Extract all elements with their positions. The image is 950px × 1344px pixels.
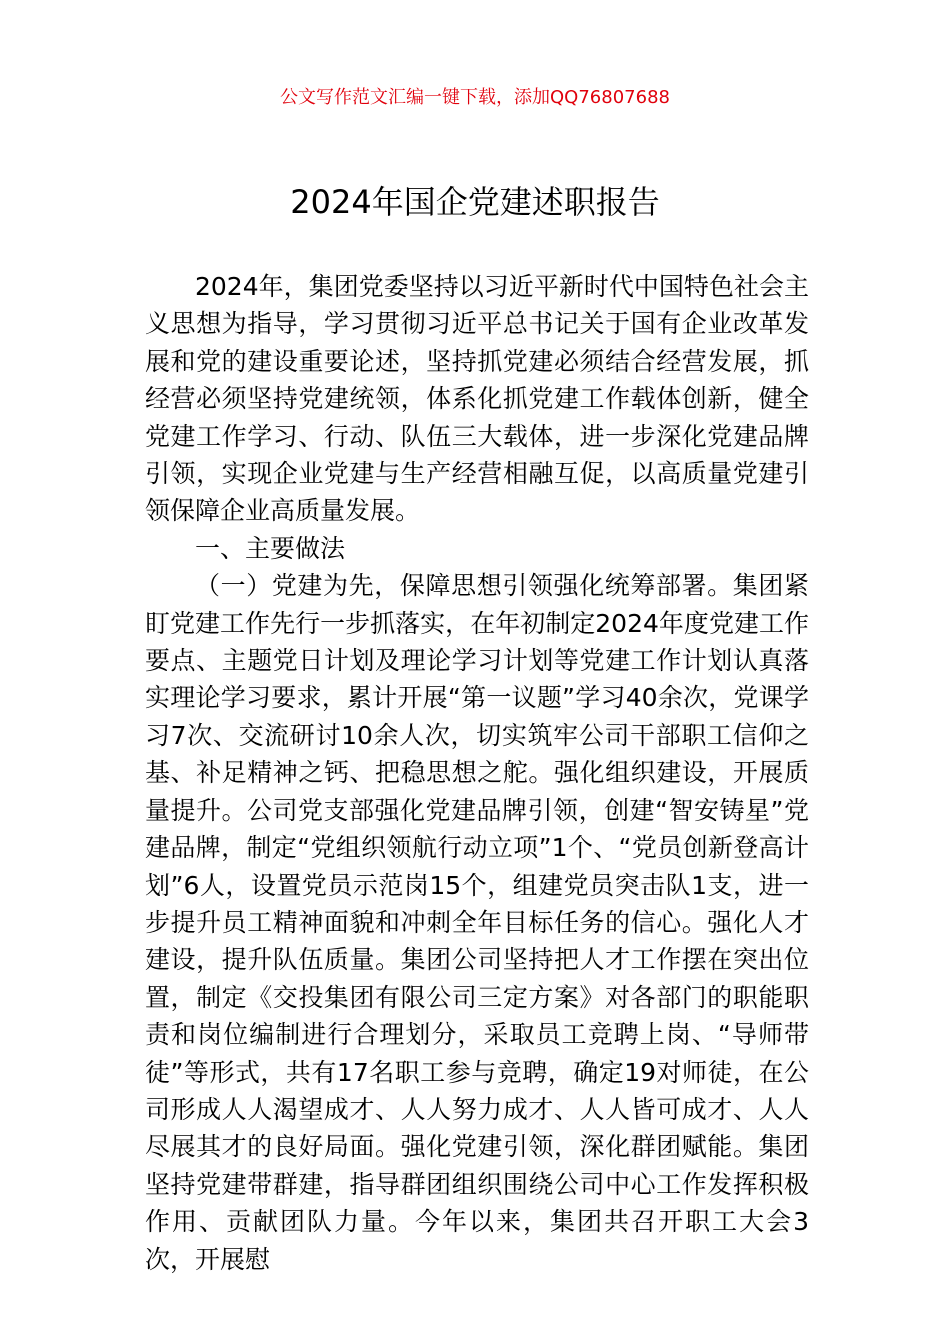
body-paragraph: （一）党建为先，保障思想引领强化统筹部署。集团紧盯党建工作先行一步抓落实，在年初制定2024年度党建工作要点、主题党日计划及理论学习计划等党建工作计划认真落实理论学习要求，累计开展“第一议题”学习40余次，党课学习7次、交流研讨10余人次，切实筑牢公司干部职工信仰之基、补足精神之钙、把稳思想之舵。强化组织建设，开展质量提升。公司党支部强化党建品牌引领，创建“智安铸星”党建品牌，制定“党组织领航行动立项”1个、“党员创新登高计划”6人，设置党员示范岗15个，组建党员突击队1支，进一步提升员工精神面貌和冲刺全年目标任务的信心。强化人才建设，提升队伍质量。集团公司坚持把人才工作摆在突出位置，制定《交投集团有限公司三定方案》对各部门的职能职责和岗位编制进行合理划分，采取员工竞聘上岗、“导师带徒”等形式，共有17名职工参与竞聘，确定19对师徒，在公司形成人人渴望成才、人人努力成才、人人皆可成才、人人尽展其才的良好局面。强化党建引领，深化群团赋能。集团坚持党建带群建，指导群团组织围绕公司中心工作发挥积极作用、贡献团队力量。今年以来，集团共召开职工大会3次，开展慰	[145, 571, 809, 1274]
intro-paragraph: 2024年，集团党委坚持以习近平新时代中国特色社会主义思想为指导，学习贯彻习近平总书记关于国有企业改革发展和党的建设重要论述，坚持抓党建必须结合经营发展，抓经营必须坚持党建统领，体系化抓党建工作载体创新，健全党建工作学习、行动、队伍三大载体，进一步深化党建品牌引领，实现企业党建与生产经营相融互促，以高质量党建引领保障企业高质量发展。	[145, 272, 809, 526]
download-promo-note: 公文写作范文汇编一键下载，添加QQ76807688	[280, 87, 670, 108]
document-body	[145, 268, 809, 1278]
section-heading: 一、主要做法	[195, 533, 346, 563]
document-title: 2024年国企党建述职报告	[290, 183, 660, 221]
